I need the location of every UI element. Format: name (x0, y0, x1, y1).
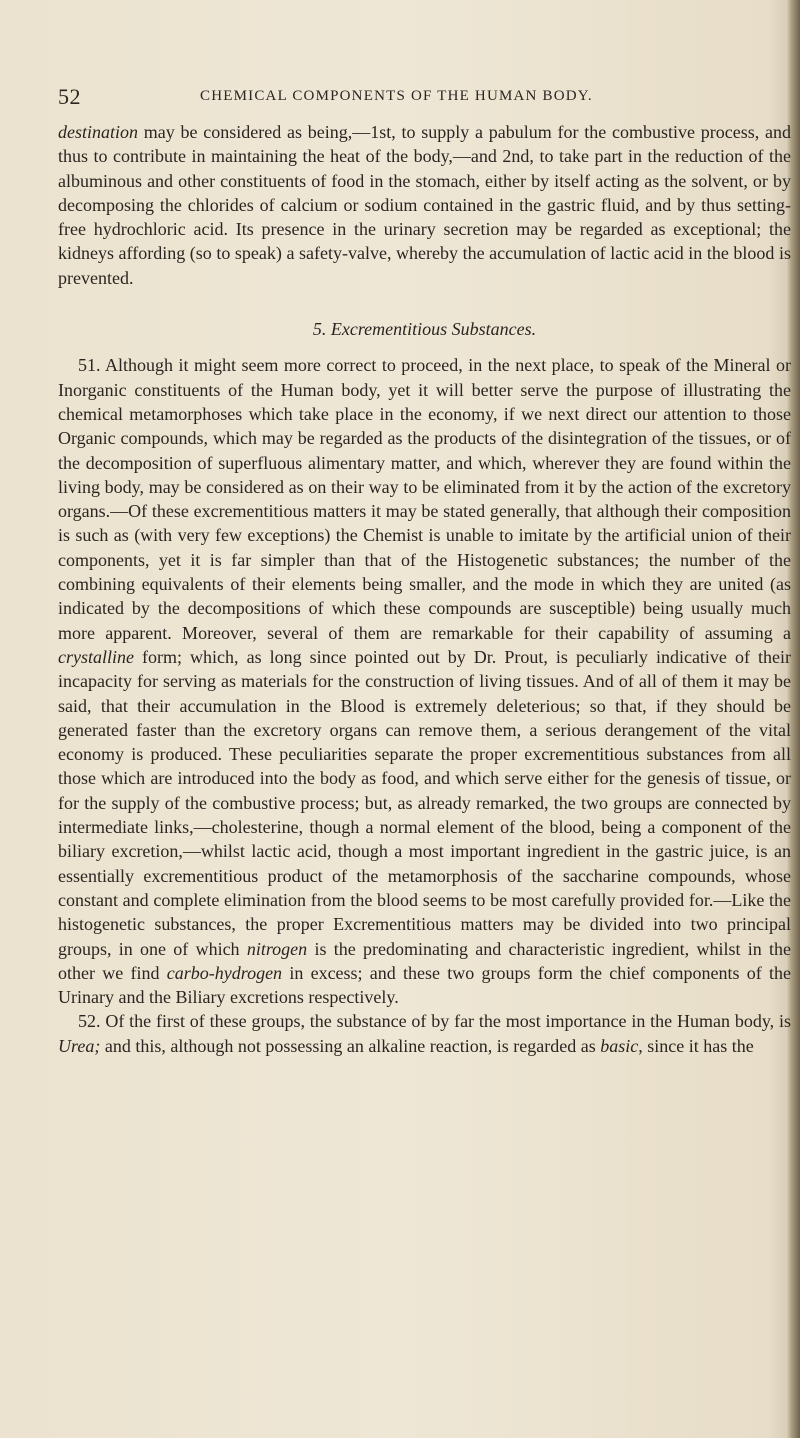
page-header (0, 84, 800, 108)
paragraph-lactic-acid: destination may be considered as being,—1st, to supply a pabulum for the combustive process, and thus to contribute in maintaining the heat of the body,—and 2nd, to take part in the reduction of the albuminous and other constituents of food in the stomach, either by itself acting as the solvent, or by decomposing the chlorides of calcium or sodium contained in the gastric fluid, and by thus setting-free hydrochloric acid. Its presence in the urinary secretion may be regarded as exceptional; the kidneys affording (so to speak) a safety-valve, whereby the accumulation of lactic acid in the blood is prevented. (58, 122, 791, 288)
italic-term: crystalline (58, 646, 134, 667)
section-title: Excrementitious Substances. (330, 319, 537, 340)
paragraph-51: 51. Although it might seem more correct to proceed, in the next place, to speak of the Mineral or Inorganic constituents of the Human body, yet it will better serve the purpose of illustrating the chemical metamorphoses which take place in the economy, if we next direct our attention to those Organic compounds, which may be regarded as the products of the disintegration of the tissues, or of the decomposition of superfluous alimentary matter, and which, wherever they are found within the living body, may be considered as on their way to be eliminated from it by the action of the excretory organs.—Of these excrementitious matters it may be stated generally, that although their composition is such as (with very few exceptions) the Chemist is unable to imitate by the artificial union of their components, yet it is far simpler than that of the Histogenetic substances; the number of the combining equivalents of their elements being smaller, and the mode in which they are united (as indicated by the decompositions of which these compounds are susceptible) being usually much more apparent. Moreover, several of them are remarkable for their capability of assuming a crystalline form; which, as long since pointed out by Dr. Prout, is peculiarly indicative of their incapacity for serving as materials for the construction of living tissues. And of all of them it may be said, that their accumulation in the Blood is extremely deleterious; so that, if they should be generated faster than the excretory organs can remove them, a serious derangement of the vital economy is produced. These peculiarities separate the proper excrementitious substances from all those which are introduced into the body as food, and which serve either for the genesis of tissue, or for the supply of the combustive process; but, as already remarked, the two groups are connected by intermediate links,—cholesterine, though a normal element of the blood, being a component of the biliary excretion,—whilst lactic acid, though a most important ingredient in the gastric juice, is an essentially excrementitious product of the metamorphosis of the saccharine compounds, whose constant and complete elimination from the blood seems to be most carefully provided for.—Like the histogenetic substances, the proper Excrementitious matters may be divided into two principal groups, in one of which nitrogen is the predominating and characteristic ingredient, whilst in the other we find carbo-hydrogen in excess; and these two groups form the chief components of the Urinary and the Biliary excretions respectively. (58, 355, 792, 1008)
italic-term: nitrogen (246, 938, 308, 959)
section-heading (58, 317, 791, 341)
italic-term: basic, (600, 1035, 643, 1056)
body-text (58, 120, 791, 1058)
section-number: 5. (312, 319, 327, 340)
page-number: 52 (58, 84, 81, 109)
italic-term: carbo-hydrogen (166, 962, 283, 983)
italic-term: Urea; (58, 1035, 101, 1056)
running-head: CHEMICAL COMPONENTS OF THE HUMAN BODY. (200, 88, 593, 104)
paragraph-52: 52. Of the first of these groups, the substance of by far the most importance in the Human body, is Urea; and this, although not possessing an alkaline reaction, is regarded as basic, since it has the (58, 1011, 791, 1056)
italic-term: destination (58, 122, 138, 142)
